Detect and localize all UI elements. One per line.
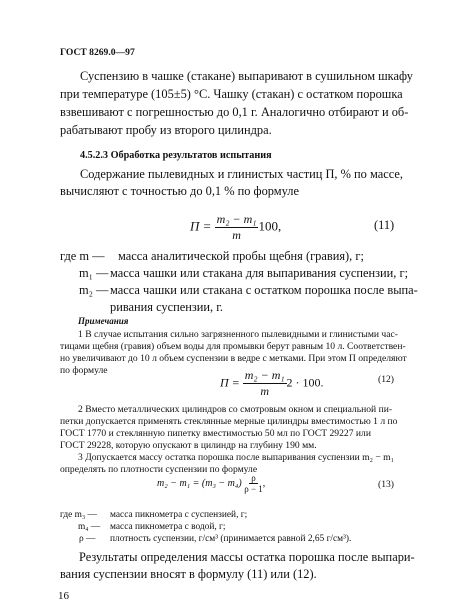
note-line: ГОСТ 29228, которую опускают в цилиндр на глубину 190 мм. (60, 440, 317, 451)
where-description: масса чашки или стакана с остатком порошка после выпа- (110, 283, 418, 297)
formula-lhs: m₂ − m₁ = (m₃ − m₄) (157, 477, 242, 489)
formula-denominator: m (260, 384, 269, 398)
formula-lhs: П = (220, 375, 240, 390)
where-symbol: m₄ — (78, 522, 101, 532)
where-symbol: где m₃ — (60, 510, 97, 520)
equation-number: (13) (378, 479, 394, 490)
equation-number: (11) (374, 218, 395, 232)
note-line: 3 Допускается массу остатка порошка после выпаривания суспензии m₂ − m₁ (78, 452, 394, 463)
formula-multiplier: 2 · 100. (286, 375, 324, 390)
note-line: определять по плотности суспензии по формуле (60, 464, 258, 475)
where-description: масса аналитической пробы щебня (гравия), г; (118, 249, 364, 263)
page-number: 16 (58, 590, 69, 602)
note-line: 1 В случае испытания сильно загрязненного пылевидными и глинистыми час- (78, 329, 398, 340)
paragraph-line: взвешивают с погрешностью до 0,1 г. Аналогично отбирают и об- (60, 105, 409, 119)
formula-fraction (215, 212, 259, 243)
note-line: по формуле (60, 365, 108, 376)
where-symbol: ρ — (79, 534, 96, 544)
note-line: тицами щебня (гравия) объем воды для промывки берут равным 10 л. Соответствен- (60, 341, 406, 352)
formula-13 (157, 473, 265, 494)
where-description: масса чашки или стакана для выпаривания суспензии, г; (110, 266, 409, 280)
formula-lhs: П = (190, 218, 212, 234)
where-description: масса пикнометра с суспензией, г; (110, 510, 248, 520)
where-symbol: m₂ — (79, 283, 109, 297)
formula-denominator: ρ − 1 (244, 484, 263, 494)
paragraph-line: рабатывают пробу из второго цилиндра. (60, 123, 272, 137)
where-description: плотность суспензии, г/см³ (принимается равной 2,65 г/см³). (110, 534, 352, 544)
formula-11 (190, 212, 281, 243)
section-title: 4.5.2.3 Обработка результатов испытания (80, 150, 272, 161)
paragraph-line: Суспензию в чашке (стакане) выпаривают в сушильном шкафу (80, 69, 413, 83)
note-line: но увеличивают до 10 л объем суспензии в ведре с метками. При этом П определяют (60, 353, 407, 364)
where-description: ривания суспензии, г. (110, 300, 223, 314)
formula-numerator: ρ (251, 473, 256, 483)
formula-fraction (243, 368, 287, 399)
paragraph-line: при температуре (105±5) °С. Чашку (стакан) с остатком порошка (60, 87, 403, 101)
formula-numerator: m₂ − m₁ (216, 212, 257, 226)
where-description: масса пикнометра с водой, г; (110, 522, 226, 532)
paragraph-line: Содержание пылевидных и глинистых частиц П, % по массе, (80, 167, 403, 181)
paragraph-line: вания суспензии вносят в формулу (11) или (12). (60, 567, 317, 581)
formula-fraction (244, 473, 263, 494)
document-header: ГОСТ 8269.0—97 (60, 47, 135, 58)
note-line: петки допускается применять стеклянные мерные цилиндры вместимостью 1 л по (60, 416, 398, 427)
paragraph-line: вычисляют с точностью до 0,1 % по формуле (60, 184, 299, 198)
where-symbol: m₁ — (79, 266, 109, 280)
paragraph-line: Результаты определения массы остатка порошка после выпари- (79, 550, 415, 564)
note-line: 2 Вместо металлических цилиндров со смотровым окном и специальной пи- (78, 404, 393, 415)
formula-denominator: m (232, 228, 241, 242)
equation-number: (12) (378, 374, 394, 385)
formula-multiplier: 100, (258, 218, 282, 234)
formula-tail: , (262, 477, 266, 489)
formula-numerator: m₂ − m₁ (244, 368, 285, 382)
note-line: ГОСТ 1770 и стеклянную пипетку вместимостью 50 мл по ГОСТ 29227 или (60, 428, 371, 439)
notes-title: Примечания (78, 316, 129, 326)
where-symbol: где m — (60, 249, 105, 263)
formula-12 (220, 368, 324, 399)
